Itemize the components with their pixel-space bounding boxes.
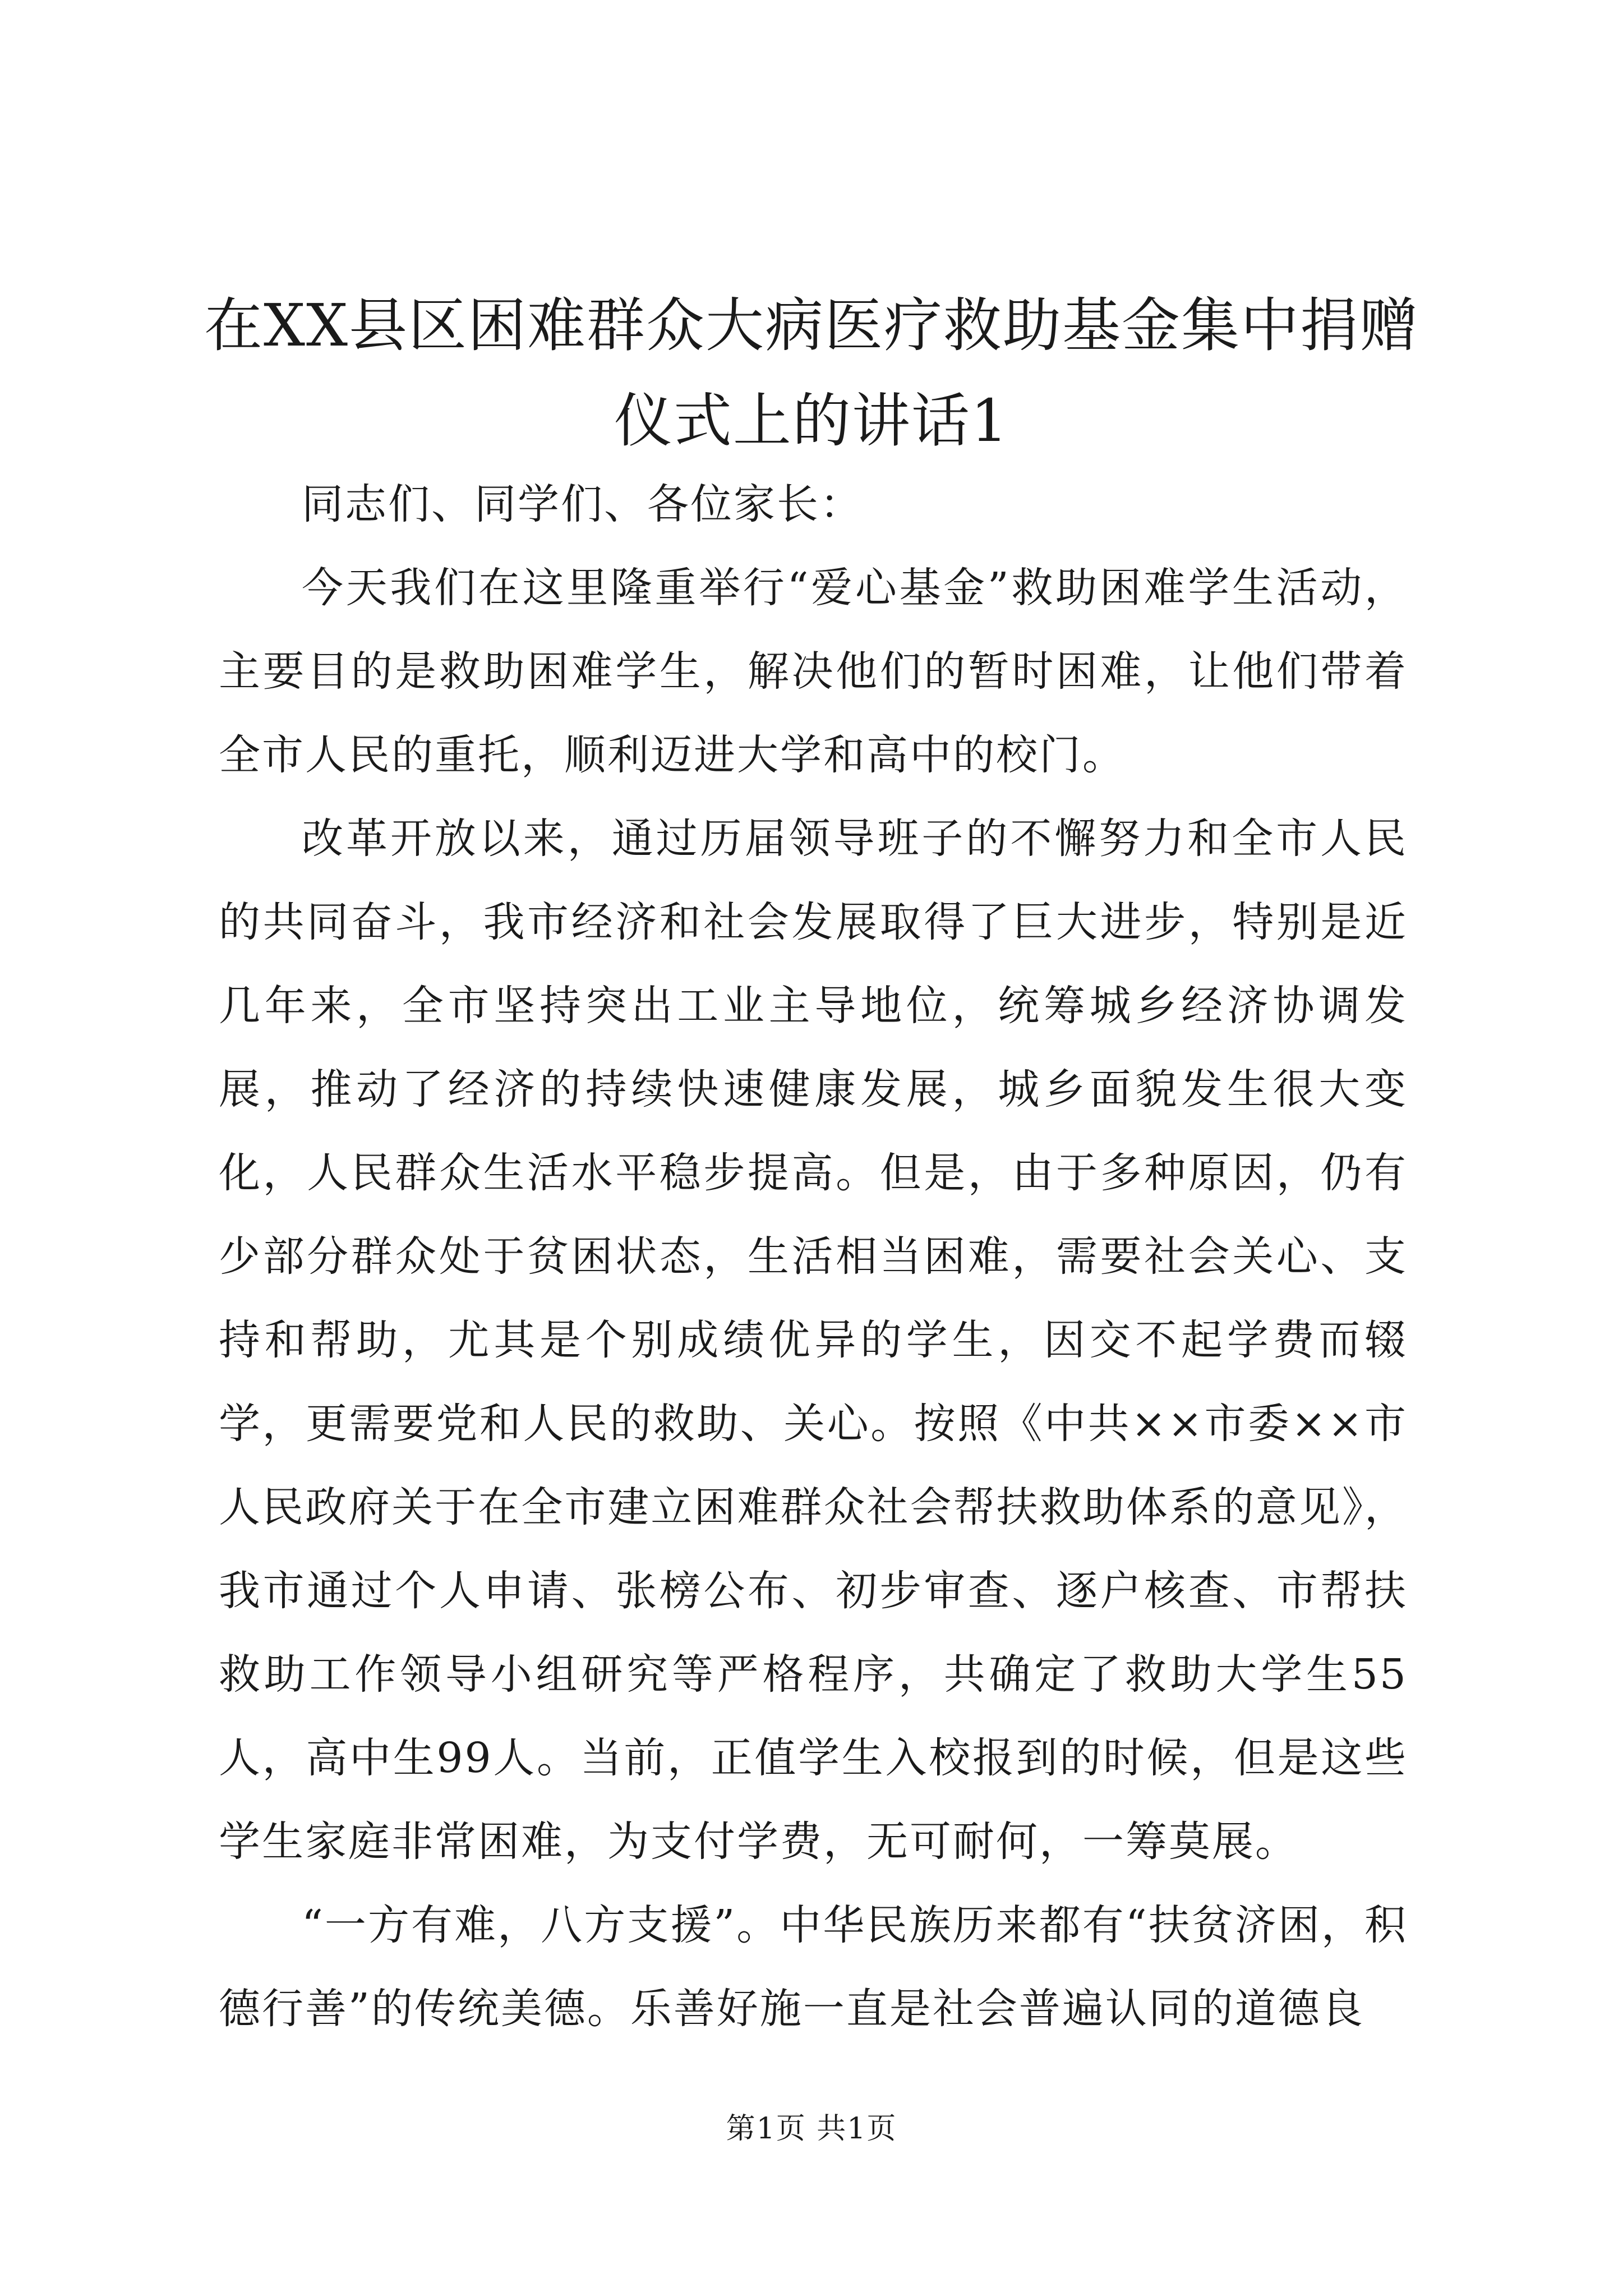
body-paragraph: 改革开放以来，通过历届领导班子的不懈努力和全市人民的共同奋斗，我市经济和社会发展取得了巨大进步，特别是近几年来，全市坚持突出工业主导地位，统筹城乡经济协调发展，推动了经济的持续快速健康发展，城乡面貌发生很大变化，人民群众生活水平稳步提高。但是，由于多种原因，仍有少部分群众处于贫困状态，生活相当困难，需要社会关心、支持和帮助，尤其是个别成绩优异的学生，因交不起学费而辍学，更需要党和人民的救助、关心。按照《中共××市委××市人民政府关于在全市建立困难群众社会帮扶救助体系的意见》，我市通过个人申请、张榜公布、初步审查、逐户核查、市帮扶救助工作领导小组研究等严格程序，共确定了救助大学生55人，高中生99人。当前，正值学生入校报到的时候，但是这些学生家庭非常困难，为支付学费，无可耐何，一筹莫展。 (219, 815, 1408, 1866)
page-footer: 第1页 共1页 (726, 2112, 897, 2146)
salutation-paragraph: 同志们、同学们、各位家长： (302, 480, 863, 528)
document-title: 在XX县区困难群众大病医疗救助基金集中捐赠仪式上的讲话1 (204, 291, 1419, 455)
body-paragraph: “一方有难，八方支援”。中华民族历来都有“扶贫济困，积德行善”的传统美德。乐善好施一直是社会普遍认同的道德良 (219, 1901, 1408, 2033)
body-paragraph: 今天我们在这里隆重举行“爱心基金”救助困难学生活动，主要目的是救助困难学生，解决他们的暂时困难，让他们带着全市人民的重托，顺利迈进大学和高中的校门。 (219, 564, 1408, 779)
document-body (219, 463, 1408, 2051)
